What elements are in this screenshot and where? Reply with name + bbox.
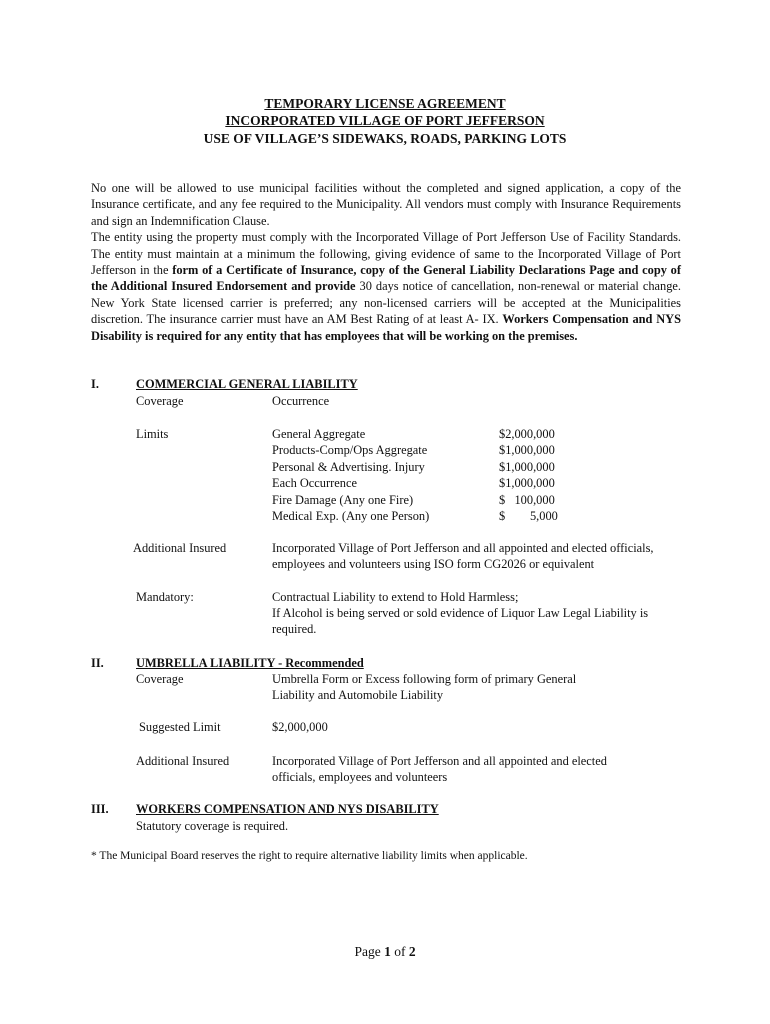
- intro-text: [91, 180, 681, 344]
- section-1-heading: COMMERCIAL GENERAL LIABILITY: [136, 377, 358, 391]
- intro-paragraph-1: No one will be allowed to use municipal facilities without the completed and signed application, a copy of the Insurance certificate, and any fee required to the Municipality. All vendors must comply with Insurance Requirements and sign an Indemnification Clause.: [91, 181, 681, 228]
- s1-coverage-label: Coverage: [136, 394, 184, 408]
- limit-name: Fire Damage (Any one Fire): [272, 492, 414, 507]
- limit-amount: $1,000,000: [499, 459, 555, 474]
- s3-text: Statutory coverage is required.: [136, 819, 289, 833]
- page-current: 1: [384, 944, 391, 959]
- limit-name: Personal & Advertising. Injury: [272, 459, 425, 474]
- s2-coverage-label: Coverage: [136, 672, 184, 686]
- limit-amount: $2,000,000: [499, 427, 555, 441]
- limit-row: [272, 475, 357, 491]
- intro-p2-part-c: 30 days notice of cancellation, non-renewal or material change. New York State licensed carrier is preferred; any non-licensed carriers will be accepted at the Municipalities discretion. The insurance carrier must have an AM Best Rating of at least A- IX.: [91, 279, 681, 327]
- section-2-number: II.: [91, 656, 104, 670]
- s2-additional-insured-label: Additional Insured: [136, 754, 230, 768]
- doc-title-line3: USE OF VILLAGE’S SIDEWAKS, ROADS, PARKING LOTS: [203, 131, 567, 146]
- s1-additional-insured-label: Additional Insured: [133, 541, 227, 555]
- s2-limit-value: $2,000,000: [272, 720, 328, 734]
- section-3-heading: WORKERS COMPENSATION AND NYS DISABILITY: [136, 802, 439, 816]
- limits-table: [272, 426, 592, 526]
- limit-amount: $1,000,000: [499, 443, 555, 458]
- page-of: of: [390, 944, 409, 959]
- limit-name: Medical Exp. (Any one Person): [272, 509, 430, 523]
- limit-row: [272, 442, 427, 458]
- intro-p2-part-a: The entity using the property must comply with the Incorporated Village of Port Jefferson Use of Facility Standards. The entity must maintain at a minimum the following, giving evidence of same to the Incorporated Village of Port Jefferson in the: [91, 230, 681, 278]
- limit-row: [272, 426, 365, 442]
- section-3-number: III.: [91, 802, 109, 816]
- footnote: * The Municipal Board reserves the right to require alternative liability limits when applicable.: [91, 850, 528, 862]
- limit-name: General Aggregate: [272, 427, 366, 441]
- limit-name: Each Occurrence: [272, 476, 357, 491]
- page-prefix: Page: [354, 944, 385, 959]
- section-2-heading: UMBRELLA LIABILITY - Recommended: [136, 656, 364, 670]
- s1-mandatory-line2: If Alcohol is being served or sold evidence of Liquor Law Legal Liability is required.: [272, 606, 649, 637]
- limit-amount: $1,000,000: [499, 476, 555, 491]
- limit-row: [272, 459, 425, 475]
- s2-limit-label: Suggested Limit: [139, 720, 221, 734]
- s1-limits-label: Limits: [136, 427, 169, 441]
- limit-amount: $ 100,000: [499, 492, 555, 507]
- s1-additional-insured-value: Incorporated Village of Port Jefferson and all appointed and elected officials, employees and volunteers using ISO form CG2026 or equivalent: [272, 541, 654, 572]
- limit-row: [272, 492, 413, 508]
- s1-mandatory-label: Mandatory:: [136, 590, 194, 604]
- section-1-number: I.: [91, 377, 99, 391]
- intro-paragraph-2: [91, 229, 681, 344]
- s1-coverage-value: Occurrence: [272, 394, 330, 408]
- intro-p2-bold-d: Workers Compensation and NYS Disability is required for any entity that has employees that will be working on the premises.: [91, 312, 681, 343]
- s1-mandatory-line1: Contractual Liability to extend to Hold Harmless;: [272, 590, 519, 604]
- limit-row: [272, 508, 429, 524]
- intro-p2-bold-a: form of a Certificate of Insurance, copy of the General Liability Declarations Page and copy of the Additional Insured Endorsement and provide: [91, 263, 681, 294]
- doc-title-line1: TEMPORARY LICENSE AGREEMENT: [264, 96, 506, 111]
- limit-amount: $ 5,000: [499, 509, 558, 523]
- page-total: 2: [408, 944, 416, 959]
- doc-title-line2: INCORPORATED VILLAGE OF PORT JEFFERSON: [225, 113, 545, 128]
- s2-coverage-value: Umbrella Form or Excess following form of primary General Liability and Automobile Liability: [272, 672, 577, 703]
- limit-name: Products-Comp/Ops Aggregate: [272, 443, 428, 458]
- page-number: [0, 944, 770, 960]
- s2-additional-insured-value: Incorporated Village of Port Jefferson and all appointed and elected officials, employees and volunteers: [272, 754, 607, 785]
